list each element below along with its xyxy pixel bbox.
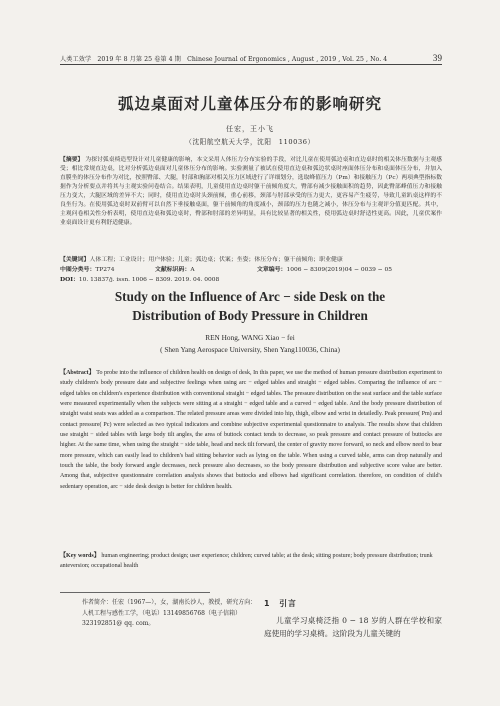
doi-label: DOI： bbox=[60, 276, 79, 284]
running-head-text: 人类工效学 2019 年 8 月第 25 卷第 4 期 Chinese Journal of Ergonomics , August , 2019 , Vol. 25 , No. 4 bbox=[60, 56, 388, 63]
footnote-rule bbox=[60, 592, 210, 593]
english-affiliation: ( Shen Yang Aerospace University, Shen Yang110036, China) bbox=[160, 345, 340, 354]
article-id: 文章编号：1006 − 8309(2019)04 − 0039 − 05 bbox=[257, 266, 393, 274]
english-abstract-text: To probe into the influence of children health on design of desk, In this paper, we use the method of human pressure distribution experiment to study children's body pressure date and subjective feelings when using arc − edged tables and straight − edged tables. Comparing the influence of arc − edged tables on children's experience distribution with conventional straight − edged tables. The pressure distribution on the seat surface and the table surface were measured experimentally when the subjects were sitting at a straight − edged table and a curved − edged table. And the body pressure distribution of straight waist seats was added as a comparison. The related pressure areas were divided into hip, thigh, elbow and wrist in detailedly. Peak pressure( Pm) and contact pressure( Pc) were selected as two typical indicators and combine subjective experimental questionnaire to analysis. The results show that children use straight − sided tables with large body tilt angles, the area of buttock contact tends to decrease, so peak pressure and contact pressure of buttocks are higher. At the same time, when using the straight − side table, head and neck tilt forward, the center of gravity move forward, so neck and elbow need to bear more pressure, which can easily lead to children's bad sitting behavior such as lying on the table. When using a curved table, arms can drop naturally and touch the table, the body forward angle decreases, neck pressure also decreases, so the body pressure distribution and subjective score value are better. Among that, subjective questionnaire correlation analysis shows that buttocks and elbows had significant correlation. therefore, on condition of child's sedentary operation, arc − side desk design is better for children health. bbox=[60, 370, 443, 490]
article-metadata bbox=[60, 255, 442, 285]
chinese-keywords bbox=[60, 255, 442, 265]
classification-row bbox=[60, 265, 442, 275]
english-keywords-text: human engineering; product design; user experience; children; curved table; at the desk; sitting posture; body pressure distribution; trunk anteversion; occupational health bbox=[60, 553, 433, 570]
section-heading bbox=[264, 598, 297, 609]
chinese-affiliation: （沈阳航空航天大学，沈阳 110036） bbox=[185, 138, 315, 146]
header-rule bbox=[60, 64, 442, 65]
chinese-authors: 任宏，王小飞 bbox=[226, 125, 274, 133]
clc-number: 中图分类号：TP274 bbox=[60, 266, 115, 274]
section-title: 引言 bbox=[279, 599, 297, 608]
chinese-title: 弧边桌面对儿童体压分布的影响研究 bbox=[117, 95, 382, 113]
running-head bbox=[60, 53, 442, 63]
section-number: 1 bbox=[264, 599, 271, 608]
english-keywords-label: 【Key words】 bbox=[60, 553, 100, 559]
chinese-abstract bbox=[60, 156, 442, 228]
chinese-abstract-label: 【摘要】 bbox=[60, 157, 84, 163]
english-title bbox=[0, 288, 500, 325]
english-abstract-label: 【Abstract】 bbox=[60, 370, 95, 376]
chinese-keywords-text: 人体工程；工业设计；用户体验；儿童；弧边桌；伏案；坐姿；体压分布；躯干前倾角；职业健康 bbox=[89, 257, 343, 263]
english-title-line-2: Distribution of Body Pressure in Children bbox=[132, 307, 368, 323]
english-authors: REN Hong, WANG Xiao − fei bbox=[205, 333, 295, 342]
page-number: 39 bbox=[432, 53, 442, 63]
doi-value: 10. 13837/j. issn. 1006 − 8309. 2019. 04. 0008 bbox=[78, 277, 220, 284]
doi bbox=[60, 275, 442, 285]
english-keywords bbox=[60, 551, 442, 572]
author-footnote: 作者简介：任宏（1967—），女，湖南长沙人，教授，研究方向：人机工程与感性工学，（电话）13149856768（电子信箱）323192851@ qq. com。 bbox=[82, 599, 257, 628]
english-abstract bbox=[60, 368, 442, 492]
chinese-keywords-label: 【关键词】 bbox=[60, 256, 90, 263]
introduction-paragraph: 儿童学习桌椅泛指 0 − 18 岁的人群在学校和家庭使用的学习桌椅。这阶段为儿童关键的 bbox=[264, 616, 442, 638]
chinese-abstract-text: 为探讨弧桌椅造型设计对儿童健康的影响，本文采用人体压力分布实验的手段，对比儿童在使用弧边桌和直边桌时的相关体压数据与主观感受；相比常规直边桌，比对分析弧边桌面对儿童体压分布的影响。实验测量了被试在使用直边桌和弧边状桌时座面体压分布和桌面体压分布，并加入直膜坐的体压分布作为对比，按照臀部、大腿，肘部和胸部对相关压力区域进行了详细划分，选取峰值压力（Pm）和接触压力（Pc）两项典型指标数据作为分析要点并将其与主观实验问卷结合。结果表明，儿童使用直边桌时躯干前倾角度大，臀部有减少接触面积的趋势，因此臀部峰值压力和接触压力变大，大腿区域的差异不大；同时，使用直边桌时头颈前倾，重心前移，颈部与肘部承受的压力更大，更容易产生疲劳，导致儿童趴桌这样的不良坐行为。在使用弧边桌时双前臂可以自然下垂接触桌面，躯干前倾角的角度减小，颈部的压力也随之减小，体压分布与主观评分值更匹配。其中，主观问卷相关性分析表明，使用直边桌和弧边桌时，臀部和肘部的差异明显，具有比较显著的相关性，使用弧边桌时舒适性更高。因此，儿童伏案作业桌面设计更有利舒适健康。 bbox=[60, 157, 443, 227]
english-title-line-1: Study on the Influence of Arc − side Desk on the bbox=[114, 289, 386, 304]
document-code: 文献标识码：A bbox=[155, 266, 195, 274]
